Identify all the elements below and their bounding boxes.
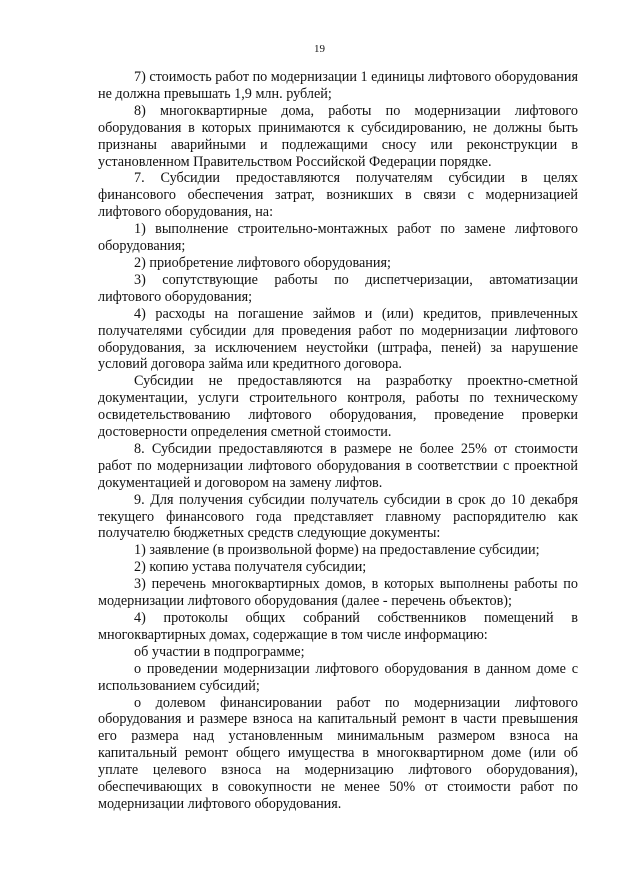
paragraph-sub-2: 2) приобретение лифтового оборудования; — [134, 254, 391, 271]
paragraph-item-7: 7) стоимость работ по модернизации 1 единицы лифтового оборудования не должна превышать 1,9 млн. рублей; — [98, 69, 579, 102]
page-number: 19 — [314, 43, 325, 55]
paragraph-doc-2: 2) копию устава получателя субсидии; — [134, 559, 367, 576]
paragraph-info-participation: об участии в подпрограмме; — [134, 643, 305, 660]
paragraph-sub-3: 3) сопутствующие работы по диспетчеризации, автоматизации лифтового оборудования; — [98, 271, 578, 305]
paragraph-info-modernization: о проведении модернизации лифтового оборудования в данном доме с использованием субсидий; — [98, 660, 578, 694]
paragraph-sub-1: 1) выполнение строительно-монтажных работ по замене лифтового оборудования; — [98, 221, 578, 255]
paragraph-doc-3: 3) перечень многоквартирных домов, в которых выполнены работы по модернизации лифтового оборудования (далее - перечень объектов); — [98, 576, 578, 610]
paragraph-item-8: 8) многоквартирные дома, работы по модернизации лифтового оборудования в которых принимаются к субсидированию, не должны быть признаны аварийными и подлежащими сносу или реконструкции в установленном Правительством Российской Федерации порядке. — [98, 102, 578, 170]
paragraph-sub-4: 4) расходы на погашение займов и (или) кредитов, привлеченных получателями субсидии для проведения работ по модернизации лифтового оборудования, за исключением неустойки (штрафа, пеней) за нарушение условий договора займа или кредитного договора. — [98, 305, 578, 373]
paragraph-section-7: 7. Субсидии предоставляются получателям субсидии в целях финансового обеспечения затрат, возникших в связи с модернизацией лифтового оборудования, на: — [98, 170, 578, 221]
paragraph-section-8: 8. Субсидии предоставляются в размере не более 25% от стоимости работ по модернизации лифтового оборудования в соответствии с проектной документацией и договором на замену лифтов. — [98, 440, 578, 491]
paragraph-doc-1: 1) заявление (в произвольной форме) на предоставление субсидии; — [134, 542, 540, 559]
paragraph-section-9: 9. Для получения субсидии получатель субсидии в срок до 10 декабря текущего финансового года представляет главному распорядителю как получателю бюджетных средств следующие документы: — [98, 491, 578, 542]
paragraph-exclusions: Субсидии не предоставляются на разработку проектно-сметной документации, услуги строительного контроля, работы по техническому освидетельствованию лифтового оборудования, проведение проверки достоверности определения сметной стоимости. — [98, 373, 578, 441]
paragraph-doc-4: 4) протоколы общих собраний собственников помещений в многоквартирных домах, содержащие в том числе информацию: — [98, 610, 578, 643]
paragraph-info-financing: о долевом финансировании работ по модернизации лифтового оборудования и размере взноса на капитальный ремонт в части превышения его размера над установленным минимальным размером взноса на капитальный ремонт общего имущества в многоквартирном доме (или об уплате целевого взноса на модернизацию лифтового оборудования), обеспечивающих в совокупности не менее 50% от стоимости работ по модернизации лифтового оборудования. — [98, 694, 578, 812]
document-body — [98, 69, 578, 813]
